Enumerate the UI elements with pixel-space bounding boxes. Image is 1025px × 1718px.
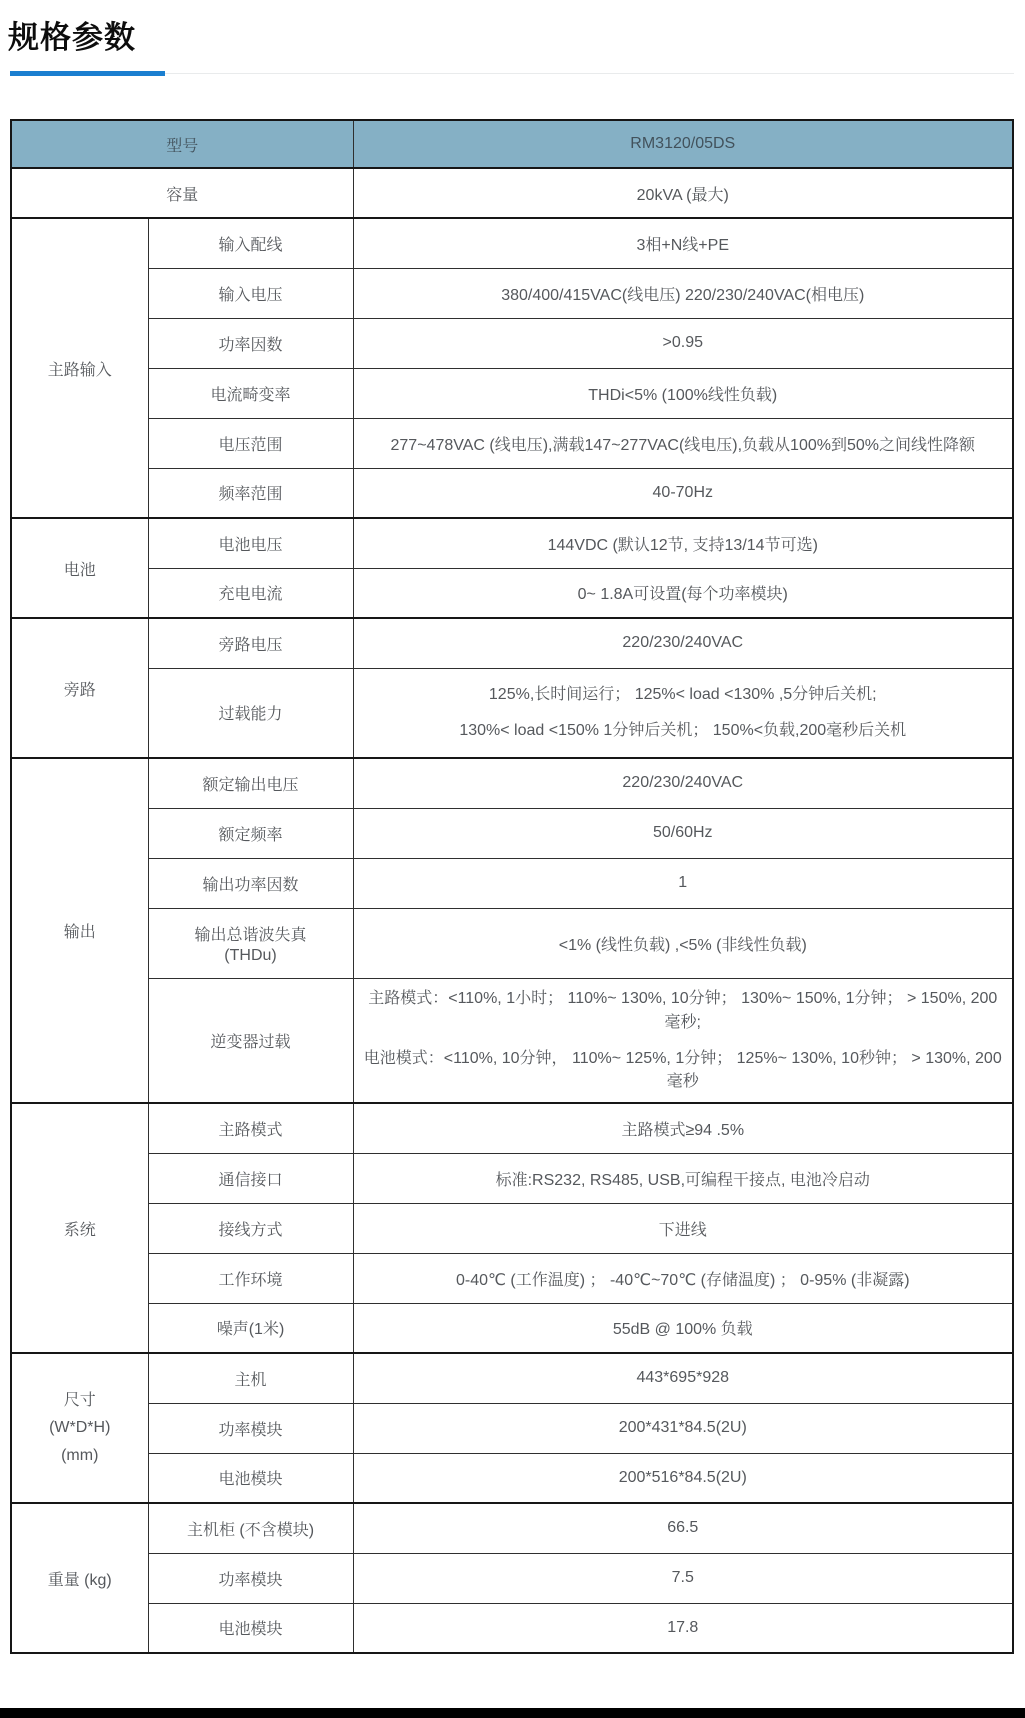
param-value — [353, 668, 1013, 758]
param-label: 功率模块 — [148, 1403, 353, 1453]
table-row — [11, 668, 1013, 758]
group-dimensions — [11, 1353, 148, 1503]
param-value: 1 — [353, 858, 1013, 908]
table-row — [11, 1353, 1013, 1403]
param-value: 0~ 1.8A可设置(每个功率模块) — [353, 568, 1013, 618]
param-label — [148, 908, 353, 978]
param-value: 3相+N线+PE — [353, 218, 1013, 268]
table-row — [11, 518, 1013, 568]
value-line: 125%,长时间运行； 125%< load <130% ,5分钟后关机; — [488, 686, 877, 704]
table-row — [11, 268, 1013, 318]
table-row — [11, 468, 1013, 518]
param-value: 380/400/415VAC(线电压) 220/230/240VAC(相电压) — [353, 268, 1013, 318]
param-value: 17.8 — [353, 1603, 1013, 1653]
param-label: 主机 — [148, 1353, 353, 1403]
param-value: 20kVA (最大) — [353, 168, 1013, 218]
group-label-line: 尺寸 — [63, 1392, 96, 1410]
param-label: 电池模块 — [148, 1453, 353, 1503]
param-label: 电流畸变率 — [148, 368, 353, 418]
model-label: 型号 — [11, 120, 353, 168]
param-label: 工作环境 — [148, 1253, 353, 1303]
value-line: 电池模式：<110%, 10分钟， 110%~ 125%, 1分钟； 125%~ 130%, 10秒钟； > 130%, 200毫秒 — [363, 1049, 1002, 1090]
group-battery: 电池 — [11, 518, 148, 618]
param-value: 50/60Hz — [353, 808, 1013, 858]
table-row — [11, 568, 1013, 618]
group-weight: 重量 (kg) — [11, 1503, 148, 1653]
group-system: 系统 — [11, 1103, 148, 1353]
page-bottom-bar — [0, 1708, 1025, 1718]
param-label: 功率模块 — [148, 1553, 353, 1603]
table-row — [11, 1603, 1013, 1653]
value-line: 主路模式：<110%, 1小时； 110%~ 130%, 10分钟； 130%~ 150%, 1分钟； > 150%, 200毫秒; — [368, 990, 998, 1031]
table-row — [11, 808, 1013, 858]
table-row — [11, 858, 1013, 908]
param-value: 0-40℃ (工作温度) ； -40℃~70℃ (存储温度) ； 0-95% (非凝露) — [353, 1253, 1013, 1303]
table-row — [11, 618, 1013, 668]
param-value: 443*695*928 — [353, 1353, 1013, 1403]
group-bypass: 旁路 — [11, 618, 148, 758]
group-main-input: 主路输入 — [11, 218, 148, 518]
table-row — [11, 1453, 1013, 1503]
param-label: 电池电压 — [148, 518, 353, 568]
title-underline — [0, 71, 1025, 77]
param-value — [353, 978, 1013, 1103]
model-value: RM3120/05DS — [353, 120, 1013, 168]
param-value: 200*516*84.5(2U) — [353, 1453, 1013, 1503]
param-value: 标准:RS232, RS485, USB,可编程干接点, 电池冷启动 — [353, 1153, 1013, 1203]
param-value: >0.95 — [353, 318, 1013, 368]
param-label: 旁路电压 — [148, 618, 353, 668]
param-label: 电池模块 — [148, 1603, 353, 1653]
page-title: 规格参数 — [8, 20, 136, 55]
param-value: 40-70Hz — [353, 468, 1013, 518]
param-label: 电压范围 — [148, 418, 353, 468]
param-label: 噪声(1米) — [148, 1303, 353, 1353]
param-label: 输出功率因数 — [148, 858, 353, 908]
value-line: 130%< load <150% 1分钟后关机； 150%<负载,200毫秒后关机 — [459, 722, 907, 740]
table-row — [11, 1203, 1013, 1253]
param-label: 容量 — [11, 168, 353, 218]
param-label: 输入配线 — [148, 218, 353, 268]
param-value: 144VDC (默认12节, 支持13/14节可选) — [353, 518, 1013, 568]
param-label: 主路模式 — [148, 1103, 353, 1153]
group-label-line: (W*D*H) — [49, 1419, 111, 1437]
table-row — [11, 1153, 1013, 1203]
param-label: 接线方式 — [148, 1203, 353, 1253]
param-label: 额定频率 — [148, 808, 353, 858]
param-value: 220/230/240VAC — [353, 618, 1013, 668]
table-row — [11, 318, 1013, 368]
table-row — [11, 1503, 1013, 1553]
table-row — [11, 1553, 1013, 1603]
group-label-line: (mm) — [61, 1446, 99, 1464]
param-value: 220/230/240VAC — [353, 758, 1013, 808]
table-row — [11, 978, 1013, 1103]
table-header-row — [11, 120, 1013, 168]
param-label-line: 输出总谐波失真 — [194, 926, 307, 944]
param-label: 过载能力 — [148, 668, 353, 758]
group-output: 输出 — [11, 758, 148, 1103]
table-row — [11, 1303, 1013, 1353]
table-row — [11, 368, 1013, 418]
table-row — [11, 1253, 1013, 1303]
param-value: 下进线 — [353, 1203, 1013, 1253]
table-row — [11, 758, 1013, 808]
capacity-row — [11, 168, 1013, 218]
param-value: 66.5 — [353, 1503, 1013, 1553]
param-value: <1% (线性负载) ,<5% (非线性负载) — [353, 908, 1013, 978]
param-value: 主路模式≥94 .5% — [353, 1103, 1013, 1153]
param-label: 通信接口 — [148, 1153, 353, 1203]
table-row — [11, 1403, 1013, 1453]
param-value: 7.5 — [353, 1553, 1013, 1603]
spec-table — [10, 119, 1014, 1654]
table-row — [11, 1103, 1013, 1153]
table-row — [11, 418, 1013, 468]
param-value: 55dB @ 100% 负载 — [353, 1303, 1013, 1353]
table-row — [11, 218, 1013, 268]
param-label: 输入电压 — [148, 268, 353, 318]
param-value: 200*431*84.5(2U) — [353, 1403, 1013, 1453]
param-value: THDi<5% (100%线性负载) — [353, 368, 1013, 418]
param-value: 277~478VAC (线电压),满载147~277VAC(线电压),负载从100%到50%之间线性降额 — [353, 418, 1013, 468]
param-label: 充电电流 — [148, 568, 353, 618]
param-label: 逆变器过载 — [148, 978, 353, 1103]
param-label: 额定输出电压 — [148, 758, 353, 808]
param-label: 主机柜 (不含模块) — [148, 1503, 353, 1553]
param-label: 频率范围 — [148, 468, 353, 518]
table-row — [11, 908, 1013, 978]
title-underline-accent — [10, 71, 165, 76]
param-label-line: (THDu) — [224, 946, 277, 964]
param-label: 功率因数 — [148, 318, 353, 368]
